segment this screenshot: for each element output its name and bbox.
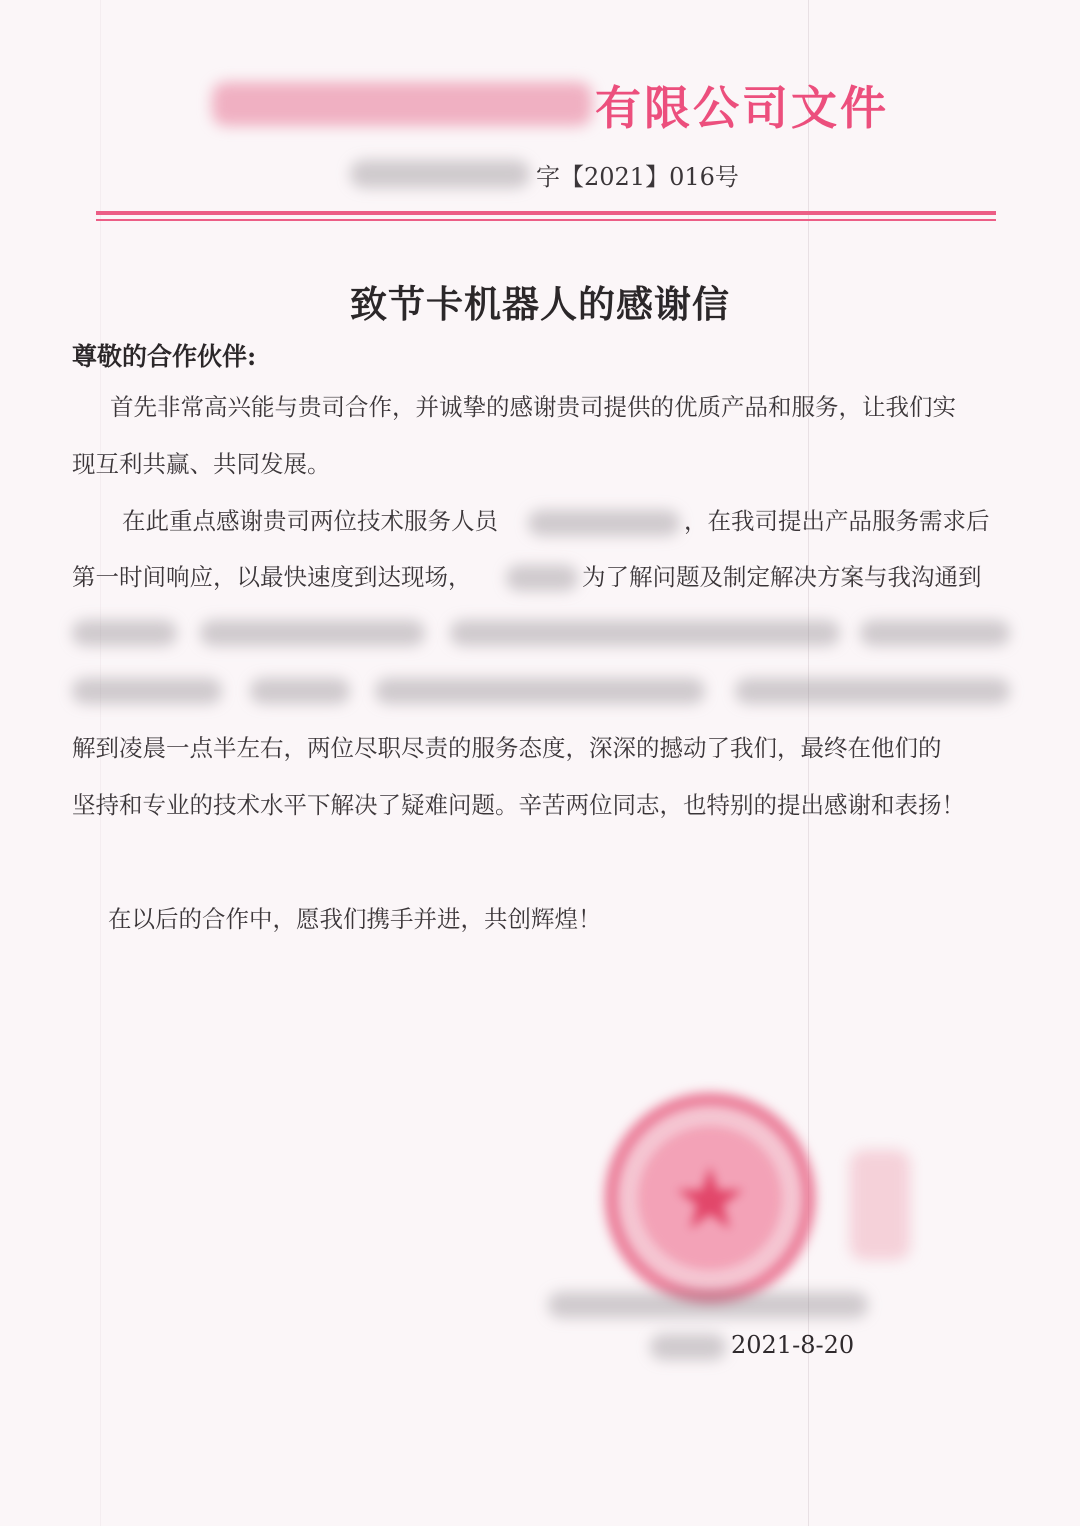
redacted-date-prefix	[650, 1334, 726, 1360]
company-seal	[590, 1080, 830, 1320]
body-line: 在以后的合作中，愿我们携手并进，共创辉煌！	[108, 905, 602, 933]
letter-title: 致节卡机器人的感谢信	[350, 282, 730, 326]
redacted-line	[72, 620, 177, 646]
body-line: 在此重点感谢贵司两位技术服务人员	[122, 507, 498, 535]
body-line: 首先非常高兴能与贵司合作，并诚挚的感谢贵司提供的优质产品和服务，让我们实	[110, 393, 956, 421]
body-line: 坚持和专业的技术水平下解决了疑难问题。辛苦两位同志，也特别的提出感谢和表扬！	[72, 791, 965, 819]
redacted-signer	[548, 1292, 868, 1318]
header-rule-thin	[96, 219, 996, 221]
body-line: 解到凌晨一点半左右，两位尽职尽责的服务态度，深深的撼动了我们，最终在他们的	[72, 734, 942, 762]
body-line: ，在我司提出产品服务需求后	[684, 507, 990, 535]
document-header-title: 有限公司文件	[595, 81, 889, 135]
redacted-name	[506, 565, 578, 591]
redacted-line	[72, 678, 222, 704]
redacted-line	[860, 620, 1010, 646]
body-line: 现互利共赢、共同发展。	[72, 450, 331, 478]
header-rule-thick	[96, 211, 996, 215]
redacted-line	[450, 620, 840, 646]
document-number: 字【2021】016号	[536, 163, 739, 191]
redacted-staff-names	[528, 510, 680, 536]
redacted-company-name	[212, 82, 592, 126]
body-line: 第一时间响应，以最快速度到达现场，	[72, 563, 472, 591]
paper-fold-line	[100, 0, 101, 1526]
body-line: 为了解问题及制定解决方案与我沟通到	[582, 563, 982, 591]
redacted-line	[375, 678, 705, 704]
salutation: 尊敬的合作伙伴:	[72, 342, 257, 371]
handwritten-mark	[850, 1150, 910, 1260]
redacted-line	[200, 620, 425, 646]
redacted-line	[735, 678, 1010, 704]
redacted-line	[250, 678, 350, 704]
signature-date: 2021-8-20	[731, 1331, 855, 1359]
redacted-doc-prefix	[350, 160, 530, 188]
